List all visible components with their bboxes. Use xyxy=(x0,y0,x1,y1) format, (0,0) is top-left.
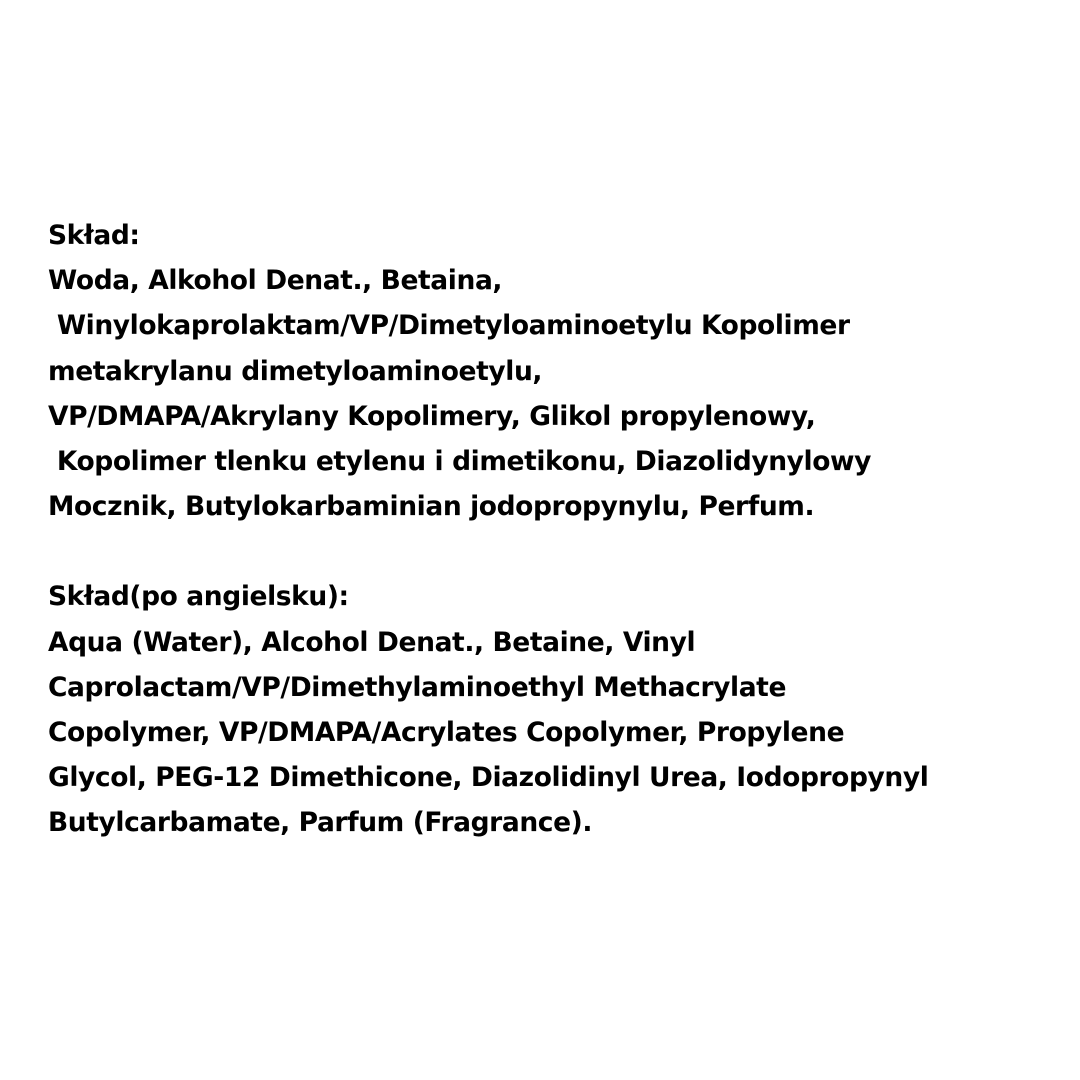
polish-ingredients-section xyxy=(48,213,1048,529)
english-ingredient-line: Glycol, PEG-12 Dimethicone, Diazolidinyl Urea, Iodopropynyl xyxy=(48,762,929,794)
english-ingredient-line: Butylcarbamate, Parfum (Fragrance). xyxy=(48,807,593,839)
polish-ingredient-line: Mocznik, Butylokarbaminian jodopropynylu, Perfum. xyxy=(48,491,815,523)
english-ingredient-line: Caprolactam/VP/Dimethylaminoethyl Methacrylate xyxy=(48,671,787,703)
polish-ingredient-line: Winylokaprolaktam/VP/Dimetyloaminoetylu Kopolimer xyxy=(48,310,850,342)
english-heading: Skład(po angielsku): xyxy=(48,581,349,613)
section-spacer xyxy=(48,529,1048,574)
polish-ingredient-line: Woda, Alkohol Denat., Betaina, xyxy=(48,265,503,297)
english-ingredients-section xyxy=(48,574,1048,845)
polish-ingredient-line: Kopolimer tlenku etylenu i dimetikonu, Diazolidynylowy xyxy=(48,446,871,478)
polish-heading: Skład: xyxy=(48,220,140,251)
english-ingredient-line: Copolymer, VP/DMAPA/Acrylates Copolymer, Propylene xyxy=(48,717,845,749)
english-ingredient-line: Aqua (Water), Alcohol Denat., Betaine, Vinyl xyxy=(48,626,696,658)
ingredients-document xyxy=(48,213,1048,846)
polish-ingredient-line: metakrylanu dimetyloaminoetylu, xyxy=(48,355,543,387)
polish-ingredient-line: VP/DMAPA/Akrylany Kopolimery, Glikol propylenowy, xyxy=(48,400,816,432)
